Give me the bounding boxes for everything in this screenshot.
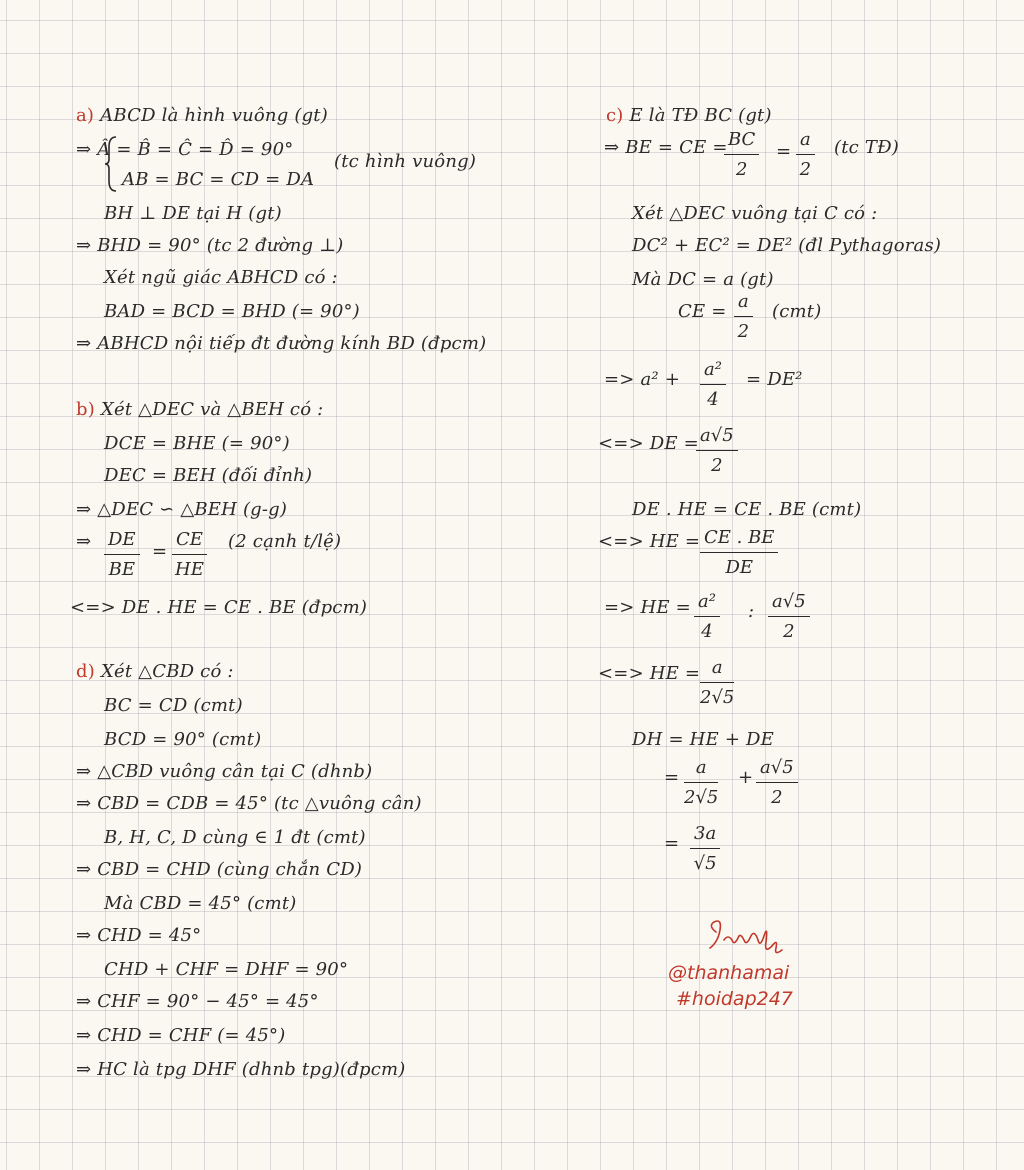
c-frac0-b: $\frac{a}{2}$ (796, 128, 815, 182)
section-c-label: c) (606, 105, 624, 126)
b-line-6: <=> DE . HE = CE . BE (đpcm) (70, 597, 368, 618)
c-frac2-suffix: = DE² (746, 369, 803, 390)
b-frac-eq: = (152, 541, 168, 562)
b-line-1: b) Xét △DEC và △BEH có : (76, 399, 324, 420)
c-line-2: (tc TĐ) (834, 137, 900, 158)
c-frac0-eq: = (776, 141, 792, 162)
c-frac5-a: $\frac{\text{a²}}{4}$ (694, 590, 720, 644)
c-frac0-a: $\frac{BC}{2}$ (724, 128, 759, 182)
c-line-8: DH = HE + DE (632, 729, 774, 750)
c-line-6: (cmt) (772, 301, 822, 322)
b-frac-prefix: ⇒ (76, 531, 92, 552)
d-line-12: ⇒ CHD = CHF (= 45°) (76, 1025, 286, 1046)
a-line-7: Xét ngũ giác ABHCD có : (104, 267, 338, 288)
d-line-3: BCD = 90° (cmt) (104, 729, 262, 750)
c-line-5: Mà DC = a (gt) (632, 269, 774, 290)
d-line-7: ⇒ CBD = CHD (cùng chắn CD) (76, 859, 363, 880)
section-b-label: b) (76, 399, 95, 420)
c-frac7-b: $\frac{a√5}{2}$ (756, 756, 798, 810)
d-line-11: ⇒ CHF = 90° − 45° = 45° (76, 991, 319, 1012)
c-frac5-mid: : (748, 601, 755, 622)
section-d-label: d) (76, 661, 95, 682)
d-line-13: ⇒ HC là tpg DHF (dhnb tpg)(đpcm) (76, 1059, 406, 1080)
c-frac7-a: $\frac{a}{2√5}$ (684, 757, 719, 808)
d-line-10: CHD + CHF = DHF = 90° (104, 959, 349, 980)
a-line-1: a) ABCD là hình vuông (gt) (76, 105, 328, 126)
a-line-5: BH ⊥ DE tại H (gt) (104, 203, 282, 224)
c-frac2: $\frac{\text{a²}}{4}$ (700, 358, 726, 412)
watermark-handle: @thanhamai (668, 962, 790, 984)
b-line-5: (2 cạnh t/lệ) (228, 531, 342, 552)
c-frac3: $\frac{a√5}{2}$ (696, 424, 738, 478)
c-frac6: $\frac{a}{2√5}$ (700, 657, 735, 708)
b-line-2: DCE = BHE (= 90°) (104, 433, 290, 454)
a-line-2: ⇒ Â = B̂ = Ĉ = D̂ = 90° (76, 139, 294, 160)
c-frac6-prefix: <=> HE = (598, 663, 701, 684)
d-line-9: ⇒ CHD = 45° (76, 925, 202, 946)
signature-icon (706, 918, 790, 958)
a-line-9: ⇒ ABHCD nội tiếp đt đường kính BD (đpcm) (76, 333, 487, 354)
brace-icon (104, 135, 118, 193)
c-frac5-b: $\frac{a√5}{2}$ (768, 590, 810, 644)
c-line-4: DC² + EC² = DE² (đl Pythagoras) (632, 235, 942, 256)
d-line-5: ⇒ CBD = CDB = 45° (tc △vuông cân) (76, 793, 422, 814)
d-line-4: ⇒ △CBD vuông cân tại C (dhnb) (76, 761, 373, 782)
c-frac7-prefix: = (664, 767, 680, 788)
d-line-6: B, H, C, D cùng ∈ 1 đt (cmt) (104, 827, 366, 848)
c-frac7-mid: + (738, 767, 754, 788)
c-line-1: c) E là TĐ BC (gt) (606, 105, 772, 126)
c-frac5-prefix: => HE = (604, 597, 691, 618)
a-line-8: BAD = BCD = BHD (= 90°) (104, 301, 360, 322)
section-a-label: a) (76, 105, 95, 126)
c-frac8-prefix: = (664, 833, 680, 854)
c-line-7: DE . HE = CE . BE (cmt) (632, 499, 862, 520)
b-line-3: DEC = BEH (đối đỉnh) (104, 465, 313, 486)
c-frac8: $\frac{3a}{√5}$ (690, 822, 720, 876)
d-line-1: d) Xét △CBD có : (76, 661, 234, 682)
d-line-2: BC = CD (cmt) (104, 695, 243, 716)
c-frac1-prefix: CE = (678, 301, 727, 322)
a-line-3: AB = BC = CD = DA (122, 169, 315, 190)
c-frac0-prefix: ⇒ BE = CE = (604, 137, 728, 158)
watermark-tag: #hoidap247 (676, 988, 793, 1010)
c-frac4-prefix: <=> HE = (598, 531, 701, 552)
c-frac3-prefix: <=> DE = (598, 433, 699, 454)
b-fraction-left: $\frac{DE}{BE}$ (104, 528, 140, 582)
c-frac2-prefix: => a² + (604, 369, 681, 390)
b-fraction-right: $\frac{CE}{HE}$ (172, 528, 207, 582)
c-line-3: Xét △DEC vuông tại C có : (632, 203, 878, 224)
b-line-4: ⇒ △DEC ∽ △BEH (g-g) (76, 499, 288, 520)
c-frac4: $\frac{CE . BE}{DE}$ (700, 526, 778, 580)
c-frac1: $\frac{a}{2}$ (734, 290, 753, 344)
a-line-6: ⇒ BHD = 90° (tc 2 đường ⊥) (76, 235, 344, 256)
d-line-8: Mà CBD = 45° (cmt) (104, 893, 297, 914)
a-line-4: (tc hình vuông) (334, 151, 477, 172)
